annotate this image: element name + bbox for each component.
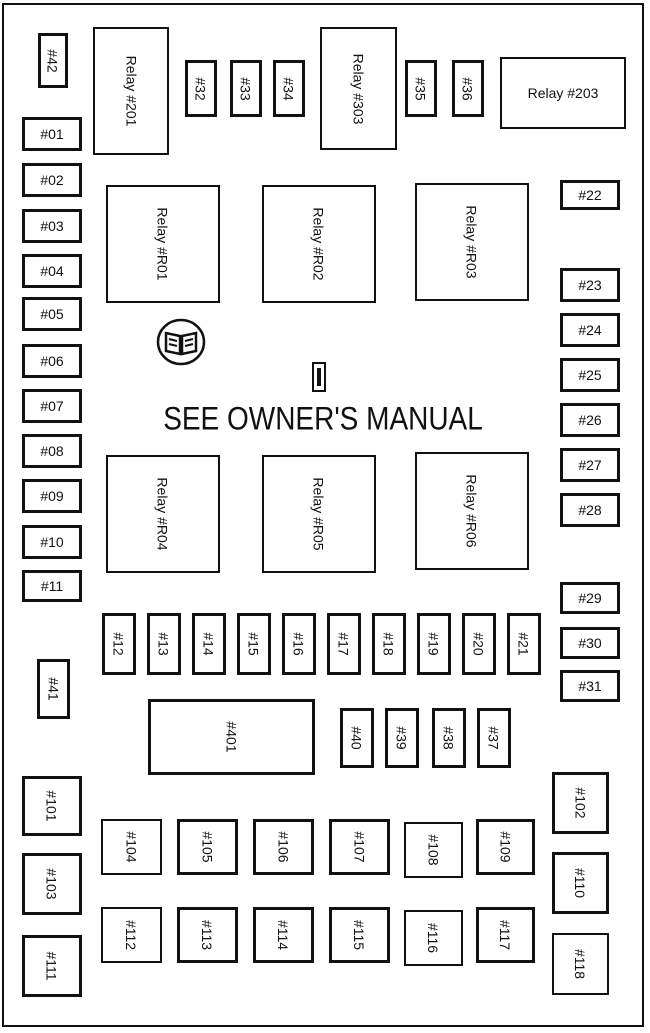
fuse-31-label: #31 xyxy=(578,678,602,694)
fuse-10-label: #10 xyxy=(40,534,64,550)
fuse-37 xyxy=(477,708,511,768)
fuse-115 xyxy=(329,907,390,963)
fuse-12 xyxy=(102,613,136,675)
fuse-101-label: #101 xyxy=(44,790,60,822)
fuse-18 xyxy=(372,613,406,675)
fuse-34-label: #34 xyxy=(280,76,297,101)
fuse-42 xyxy=(38,33,68,88)
fuse-40-label: #40 xyxy=(348,726,365,750)
fuse-106 xyxy=(253,819,314,875)
fuse-31 xyxy=(560,670,620,702)
fuse-29 xyxy=(560,582,620,614)
fuse-19-label: #19 xyxy=(425,632,442,656)
fuse-14-label: #14 xyxy=(200,632,217,656)
relay-303-label: Relay #303 xyxy=(350,53,367,124)
fuse-38 xyxy=(432,708,466,768)
fuse-104-label: #104 xyxy=(123,831,140,863)
fuse-118 xyxy=(552,933,609,995)
fuse-401-label: #401 xyxy=(223,721,240,753)
fuse-401 xyxy=(148,699,315,775)
fuse-108 xyxy=(404,822,463,878)
fuse-110 xyxy=(552,852,609,914)
fuse-12-label: #12 xyxy=(110,632,127,656)
fuse-17-label: #17 xyxy=(335,632,352,656)
fuse-103-label: #103 xyxy=(44,868,60,900)
relay-r03 xyxy=(415,183,529,301)
fuse-36-label: #36 xyxy=(459,76,476,101)
fuse-24 xyxy=(560,313,620,347)
relay-303 xyxy=(320,27,397,150)
fuse-22-label: #22 xyxy=(578,187,602,203)
fuse-22 xyxy=(560,180,620,210)
fuse-25 xyxy=(560,358,620,392)
relay-r06 xyxy=(415,452,529,570)
fuse-13 xyxy=(147,613,181,675)
fuse-35 xyxy=(405,60,437,117)
fuse-27 xyxy=(560,448,620,482)
fuse-36 xyxy=(452,60,484,117)
fuse-101 xyxy=(22,776,82,836)
fuse-41 xyxy=(37,659,70,719)
fuse-108-label: #108 xyxy=(425,834,442,866)
fuse-33-label: #33 xyxy=(237,76,254,101)
fuse-115-label: #115 xyxy=(351,919,368,951)
fuse-114-label: #114 xyxy=(275,919,292,951)
fuse-19 xyxy=(417,613,451,675)
fuse-06-label: #06 xyxy=(40,353,64,369)
relay-r02 xyxy=(262,185,376,303)
fuse-puller-slot xyxy=(312,362,326,392)
fuse-112 xyxy=(101,907,162,963)
relay-r04-label: Relay #R04 xyxy=(155,477,171,551)
fuse-28 xyxy=(560,493,620,527)
fuse-21-label: #21 xyxy=(515,632,532,656)
relay-203-label: Relay #203 xyxy=(527,85,599,101)
fuse-14 xyxy=(192,613,226,675)
fuse-04 xyxy=(22,254,82,288)
fuse-04-label: #04 xyxy=(40,263,64,279)
fuse-105-label: #105 xyxy=(199,831,216,863)
fuse-34 xyxy=(273,60,305,117)
fuse-20-label: #20 xyxy=(470,632,487,656)
fuse-114 xyxy=(253,907,314,963)
relay-r03-label: Relay #R03 xyxy=(464,205,480,279)
fuse-06 xyxy=(22,344,82,378)
fuse-117 xyxy=(476,907,535,963)
fuse-33 xyxy=(230,60,262,117)
relay-203 xyxy=(500,57,626,129)
fuse-01 xyxy=(22,117,82,151)
fuse-113 xyxy=(177,907,238,963)
fuse-15 xyxy=(237,613,271,675)
fuse-16-label: #16 xyxy=(290,632,307,656)
fuse-05-label: #05 xyxy=(40,306,64,322)
fuse-118-label: #118 xyxy=(572,948,589,980)
see-owners-manual-text: SEE OWNER'S MANUAL xyxy=(163,400,483,437)
fuse-13-label: #13 xyxy=(155,632,172,656)
fuse-03-label: #03 xyxy=(40,218,64,234)
fuse-103 xyxy=(22,853,82,915)
fuse-30 xyxy=(560,627,620,659)
fuse-29-label: #29 xyxy=(578,590,602,606)
fuse-10 xyxy=(22,525,82,559)
fuse-02 xyxy=(22,163,82,197)
fuse-11-label: #11 xyxy=(40,578,64,594)
fuse-39 xyxy=(385,708,419,768)
fuse-35-label: #35 xyxy=(412,76,429,101)
fuse-37-label: #37 xyxy=(485,726,502,750)
fuse-110-label: #110 xyxy=(572,867,589,899)
fuse-15-label: #15 xyxy=(245,632,262,656)
fuse-21 xyxy=(507,613,541,675)
fuse-27-label: #27 xyxy=(578,457,602,473)
relay-r01 xyxy=(106,185,220,303)
fuse-30-label: #30 xyxy=(578,635,602,651)
book-icon xyxy=(155,317,207,367)
fuse-20 xyxy=(462,613,496,675)
fuse-113-label: #113 xyxy=(199,919,216,951)
fuse-17 xyxy=(327,613,361,675)
fuse-107 xyxy=(329,819,390,875)
fuse-01-label: #01 xyxy=(40,126,64,142)
fuse-38-label: #38 xyxy=(440,726,457,750)
fuse-25-label: #25 xyxy=(578,367,602,383)
fuse-109-label: #109 xyxy=(497,831,514,863)
fuse-105 xyxy=(177,819,238,875)
fuse-107-label: #107 xyxy=(351,831,368,863)
fuse-117-label: #117 xyxy=(497,919,514,951)
fuse-32 xyxy=(185,60,217,117)
fuse-109 xyxy=(476,819,535,875)
relay-r05 xyxy=(262,455,376,573)
fuse-16 xyxy=(282,613,316,675)
fuse-32-label: #32 xyxy=(192,76,209,101)
relay-201 xyxy=(93,27,169,155)
fuse-41-label: #41 xyxy=(45,677,62,701)
fuse-02-label: #02 xyxy=(40,172,64,188)
fuse-08-label: #08 xyxy=(40,443,64,459)
fuse-09-label: #09 xyxy=(40,488,64,504)
fuse-03 xyxy=(22,209,82,243)
relay-r02-label: Relay #R02 xyxy=(311,207,327,281)
fuse-40 xyxy=(340,708,374,768)
fuse-26-label: #26 xyxy=(578,412,602,428)
relay-r06-label: Relay #R06 xyxy=(464,474,480,548)
fuse-28-label: #28 xyxy=(578,502,602,518)
fuse-39-label: #39 xyxy=(393,726,410,750)
fuse-104 xyxy=(101,819,162,875)
fuse-112-label: #112 xyxy=(123,919,140,951)
relay-201-label: Relay #201 xyxy=(122,55,139,127)
fuse-08 xyxy=(22,434,82,468)
fuse-23-label: #23 xyxy=(578,277,602,293)
relay-r04 xyxy=(106,455,220,573)
fuse-116-label: #116 xyxy=(425,922,442,954)
fuse-18-label: #18 xyxy=(380,632,397,656)
fuse-102-label: #102 xyxy=(572,787,589,819)
fuse-05 xyxy=(22,297,82,331)
relay-r05-label: Relay #R05 xyxy=(311,477,327,551)
fuse-106-label: #106 xyxy=(275,831,292,863)
fuse-23 xyxy=(560,268,620,302)
fuse-111-label: #111 xyxy=(43,951,60,981)
fuse-116 xyxy=(404,910,463,966)
fuse-07-label: #07 xyxy=(40,398,64,414)
fuse-24-label: #24 xyxy=(578,322,602,338)
relay-r01-label: Relay #R01 xyxy=(155,207,171,281)
fuse-11 xyxy=(22,570,82,602)
fuse-42-label: #42 xyxy=(44,48,61,73)
fuse-102 xyxy=(552,772,609,834)
fuse-111 xyxy=(22,935,82,997)
fuse-09 xyxy=(22,479,82,513)
